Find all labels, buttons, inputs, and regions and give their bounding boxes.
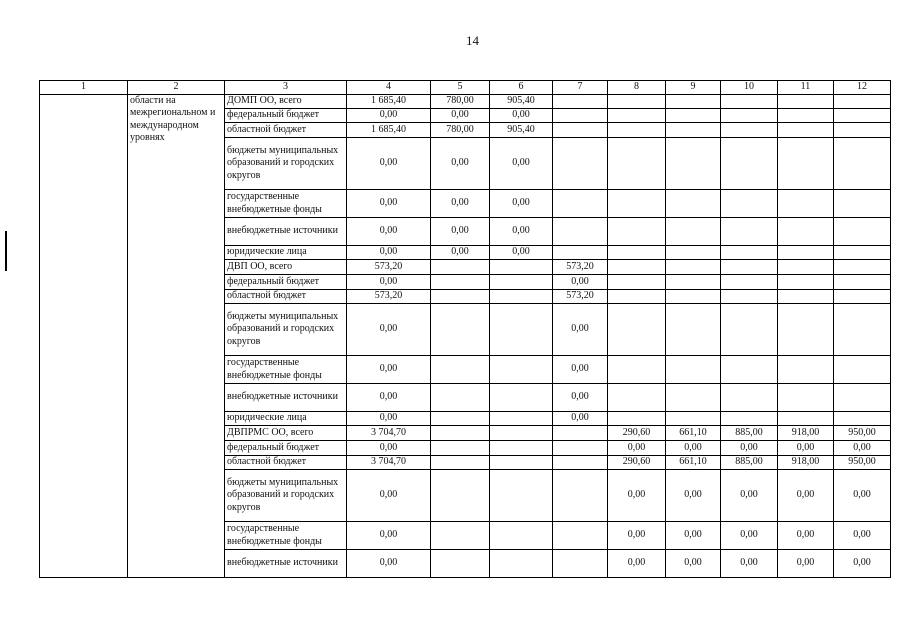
value-cell: 0,00 — [608, 550, 666, 578]
value-cell: 1 685,40 — [347, 95, 431, 109]
value-cell — [834, 412, 891, 426]
value-cell — [431, 384, 490, 412]
header-cell: 9 — [666, 81, 721, 95]
value-cell — [721, 356, 778, 384]
header-cell: 10 — [721, 81, 778, 95]
value-cell — [608, 290, 666, 304]
value-cell: 0,00 — [347, 109, 431, 123]
header-cell: 1 — [40, 81, 128, 95]
source-label: внебюджетные источники — [225, 218, 347, 246]
value-cell: 661,10 — [666, 456, 721, 470]
value-cell — [553, 218, 608, 246]
value-cell — [431, 412, 490, 426]
value-cell: 0,00 — [553, 304, 608, 356]
value-cell — [608, 304, 666, 356]
value-cell — [608, 275, 666, 290]
value-cell — [778, 95, 834, 109]
table-row — [40, 95, 891, 109]
value-cell — [666, 304, 721, 356]
value-cell — [490, 550, 553, 578]
value-cell — [666, 412, 721, 426]
row-number-cell — [40, 95, 128, 578]
value-cell — [834, 246, 891, 260]
value-cell: 0,00 — [347, 384, 431, 412]
value-cell: 0,00 — [347, 522, 431, 550]
value-cell — [778, 260, 834, 275]
value-cell: 905,40 — [490, 123, 553, 138]
value-cell — [553, 550, 608, 578]
source-label: областной бюджет — [225, 123, 347, 138]
value-cell — [834, 218, 891, 246]
value-cell: 573,20 — [553, 260, 608, 275]
header-cell: 2 — [128, 81, 225, 95]
value-cell — [721, 95, 778, 109]
value-cell: 0,00 — [347, 190, 431, 218]
value-cell: 3 704,70 — [347, 426, 431, 441]
value-cell: 0,00 — [778, 470, 834, 522]
value-cell — [834, 109, 891, 123]
value-cell — [778, 190, 834, 218]
value-cell — [608, 123, 666, 138]
value-cell — [834, 384, 891, 412]
value-cell: 0,00 — [834, 470, 891, 522]
value-cell — [608, 95, 666, 109]
source-label: бюджеты муниципальных образований и городских округов — [225, 304, 347, 356]
value-cell — [490, 356, 553, 384]
value-cell — [834, 95, 891, 109]
value-cell — [608, 190, 666, 218]
value-cell — [608, 109, 666, 123]
source-label: юридические лица — [225, 246, 347, 260]
value-cell — [490, 426, 553, 441]
value-cell — [608, 138, 666, 190]
value-cell: 573,20 — [553, 290, 608, 304]
value-cell: 0,00 — [490, 138, 553, 190]
value-cell: 0,00 — [490, 109, 553, 123]
value-cell — [553, 123, 608, 138]
source-label: внебюджетные источники — [225, 550, 347, 578]
value-cell — [666, 123, 721, 138]
value-cell — [490, 522, 553, 550]
value-cell: 780,00 — [431, 95, 490, 109]
value-cell — [778, 109, 834, 123]
value-cell — [490, 441, 553, 456]
value-cell: 290,60 — [608, 456, 666, 470]
value-cell: 661,10 — [666, 426, 721, 441]
value-cell — [666, 384, 721, 412]
value-cell — [666, 109, 721, 123]
header-cell: 5 — [431, 81, 490, 95]
value-cell — [431, 290, 490, 304]
value-cell — [553, 109, 608, 123]
source-label: областной бюджет — [225, 456, 347, 470]
value-cell — [778, 218, 834, 246]
value-cell — [553, 456, 608, 470]
value-cell — [778, 275, 834, 290]
value-cell — [721, 123, 778, 138]
value-cell: 0,00 — [431, 109, 490, 123]
value-cell — [666, 246, 721, 260]
value-cell — [608, 412, 666, 426]
value-cell — [553, 426, 608, 441]
value-cell — [834, 138, 891, 190]
source-label: внебюджетные источники — [225, 384, 347, 412]
value-cell — [490, 260, 553, 275]
value-cell — [553, 190, 608, 218]
header-cell: 12 — [834, 81, 891, 95]
value-cell: 573,20 — [347, 290, 431, 304]
value-cell: 573,20 — [347, 260, 431, 275]
value-cell: 0,00 — [347, 356, 431, 384]
value-cell — [608, 260, 666, 275]
column-number-row — [40, 81, 891, 95]
value-cell — [721, 260, 778, 275]
value-cell: 0,00 — [347, 275, 431, 290]
value-cell: 885,00 — [721, 456, 778, 470]
value-cell — [431, 260, 490, 275]
value-cell — [608, 246, 666, 260]
header-cell: 7 — [553, 81, 608, 95]
value-cell — [778, 290, 834, 304]
region-cell: области на межрегиональном и международном уровнях — [128, 95, 225, 578]
value-cell — [666, 260, 721, 275]
value-cell — [721, 246, 778, 260]
value-cell — [834, 190, 891, 218]
value-cell: 0,00 — [721, 470, 778, 522]
source-label: бюджеты муниципальных образований и городских округов — [225, 470, 347, 522]
value-cell — [553, 138, 608, 190]
value-cell — [431, 470, 490, 522]
source-label: государственные внебюджетные фонды — [225, 522, 347, 550]
source-label: юридические лица — [225, 412, 347, 426]
header-cell: 6 — [490, 81, 553, 95]
value-cell: 0,00 — [721, 550, 778, 578]
value-cell — [721, 138, 778, 190]
value-cell: 0,00 — [347, 304, 431, 356]
value-cell — [431, 550, 490, 578]
source-label: федеральный бюджет — [225, 441, 347, 456]
value-cell: 0,00 — [431, 246, 490, 260]
value-cell — [666, 190, 721, 218]
source-label: ДВПРМС ОО, всего — [225, 426, 347, 441]
value-cell: 0,00 — [553, 275, 608, 290]
value-cell — [666, 95, 721, 109]
value-cell — [431, 356, 490, 384]
value-cell: 0,00 — [721, 522, 778, 550]
value-cell: 0,00 — [553, 384, 608, 412]
value-cell — [490, 304, 553, 356]
value-cell — [666, 356, 721, 384]
value-cell: 0,00 — [666, 550, 721, 578]
source-label: ДОМП ОО, всего — [225, 95, 347, 109]
value-cell: 780,00 — [431, 123, 490, 138]
source-label: государственные внебюджетные фонды — [225, 356, 347, 384]
value-cell: 950,00 — [834, 426, 891, 441]
value-cell: 0,00 — [778, 550, 834, 578]
budget-table — [39, 80, 891, 578]
source-label: федеральный бюджет — [225, 275, 347, 290]
value-cell — [490, 290, 553, 304]
value-cell — [778, 356, 834, 384]
value-cell: 0,00 — [608, 470, 666, 522]
value-cell: 3 704,70 — [347, 456, 431, 470]
value-cell — [553, 246, 608, 260]
value-cell: 0,00 — [834, 550, 891, 578]
source-label: ДВП ОО, всего — [225, 260, 347, 275]
value-cell — [834, 356, 891, 384]
value-cell — [834, 275, 891, 290]
value-cell: 885,00 — [721, 426, 778, 441]
value-cell: 0,00 — [347, 550, 431, 578]
value-cell — [608, 356, 666, 384]
value-cell: 0,00 — [431, 190, 490, 218]
value-cell: 0,00 — [553, 412, 608, 426]
source-label: областной бюджет — [225, 290, 347, 304]
source-label: государственные внебюджетные фонды — [225, 190, 347, 218]
value-cell — [834, 304, 891, 356]
value-cell — [431, 456, 490, 470]
value-cell — [721, 290, 778, 304]
value-cell: 0,00 — [347, 218, 431, 246]
value-cell — [721, 109, 778, 123]
value-cell — [431, 304, 490, 356]
value-cell: 0,00 — [666, 522, 721, 550]
header-cell: 4 — [347, 81, 431, 95]
value-cell: 0,00 — [347, 138, 431, 190]
value-cell: 0,00 — [347, 412, 431, 426]
value-cell: 0,00 — [347, 470, 431, 522]
source-label: федеральный бюджет — [225, 109, 347, 123]
value-cell: 0,00 — [347, 441, 431, 456]
value-cell: 0,00 — [490, 218, 553, 246]
value-cell — [721, 384, 778, 412]
value-cell: 0,00 — [490, 190, 553, 218]
value-cell — [666, 138, 721, 190]
value-cell — [778, 138, 834, 190]
value-cell — [666, 218, 721, 246]
value-cell — [778, 123, 834, 138]
value-cell — [778, 304, 834, 356]
value-cell — [721, 412, 778, 426]
value-cell — [721, 304, 778, 356]
value-cell: 0,00 — [666, 470, 721, 522]
value-cell — [834, 260, 891, 275]
value-cell — [721, 218, 778, 246]
value-cell: 0,00 — [431, 218, 490, 246]
value-cell: 0,00 — [431, 138, 490, 190]
value-cell: 918,00 — [778, 456, 834, 470]
value-cell — [431, 275, 490, 290]
value-cell: 0,00 — [608, 441, 666, 456]
value-cell: 0,00 — [347, 246, 431, 260]
value-cell — [490, 456, 553, 470]
value-cell: 0,00 — [721, 441, 778, 456]
margin-bar — [5, 231, 7, 271]
value-cell — [608, 384, 666, 412]
value-cell — [778, 412, 834, 426]
value-cell — [490, 275, 553, 290]
value-cell — [490, 412, 553, 426]
value-cell — [553, 441, 608, 456]
value-cell: 0,00 — [608, 522, 666, 550]
value-cell: 950,00 — [834, 456, 891, 470]
value-cell — [721, 190, 778, 218]
value-cell: 0,00 — [834, 441, 891, 456]
value-cell — [553, 470, 608, 522]
header-cell: 3 — [225, 81, 347, 95]
value-cell — [778, 246, 834, 260]
header-cell: 8 — [608, 81, 666, 95]
value-cell: 290,60 — [608, 426, 666, 441]
value-cell: 0,00 — [553, 356, 608, 384]
header-cell: 11 — [778, 81, 834, 95]
page-number: 14 — [466, 33, 479, 48]
value-cell: 918,00 — [778, 426, 834, 441]
value-cell — [834, 290, 891, 304]
value-cell — [666, 290, 721, 304]
value-cell — [834, 123, 891, 138]
value-cell: 0,00 — [778, 441, 834, 456]
value-cell: 0,00 — [666, 441, 721, 456]
value-cell — [431, 426, 490, 441]
value-cell — [490, 384, 553, 412]
value-cell — [666, 275, 721, 290]
value-cell — [431, 522, 490, 550]
value-cell — [431, 441, 490, 456]
value-cell — [553, 95, 608, 109]
value-cell — [553, 522, 608, 550]
value-cell — [490, 470, 553, 522]
value-cell: 905,40 — [490, 95, 553, 109]
source-label: бюджеты муниципальных образований и городских округов — [225, 138, 347, 190]
value-cell: 1 685,40 — [347, 123, 431, 138]
value-cell: 0,00 — [834, 522, 891, 550]
value-cell: 0,00 — [490, 246, 553, 260]
value-cell — [608, 218, 666, 246]
value-cell: 0,00 — [778, 522, 834, 550]
value-cell — [778, 384, 834, 412]
value-cell — [721, 275, 778, 290]
